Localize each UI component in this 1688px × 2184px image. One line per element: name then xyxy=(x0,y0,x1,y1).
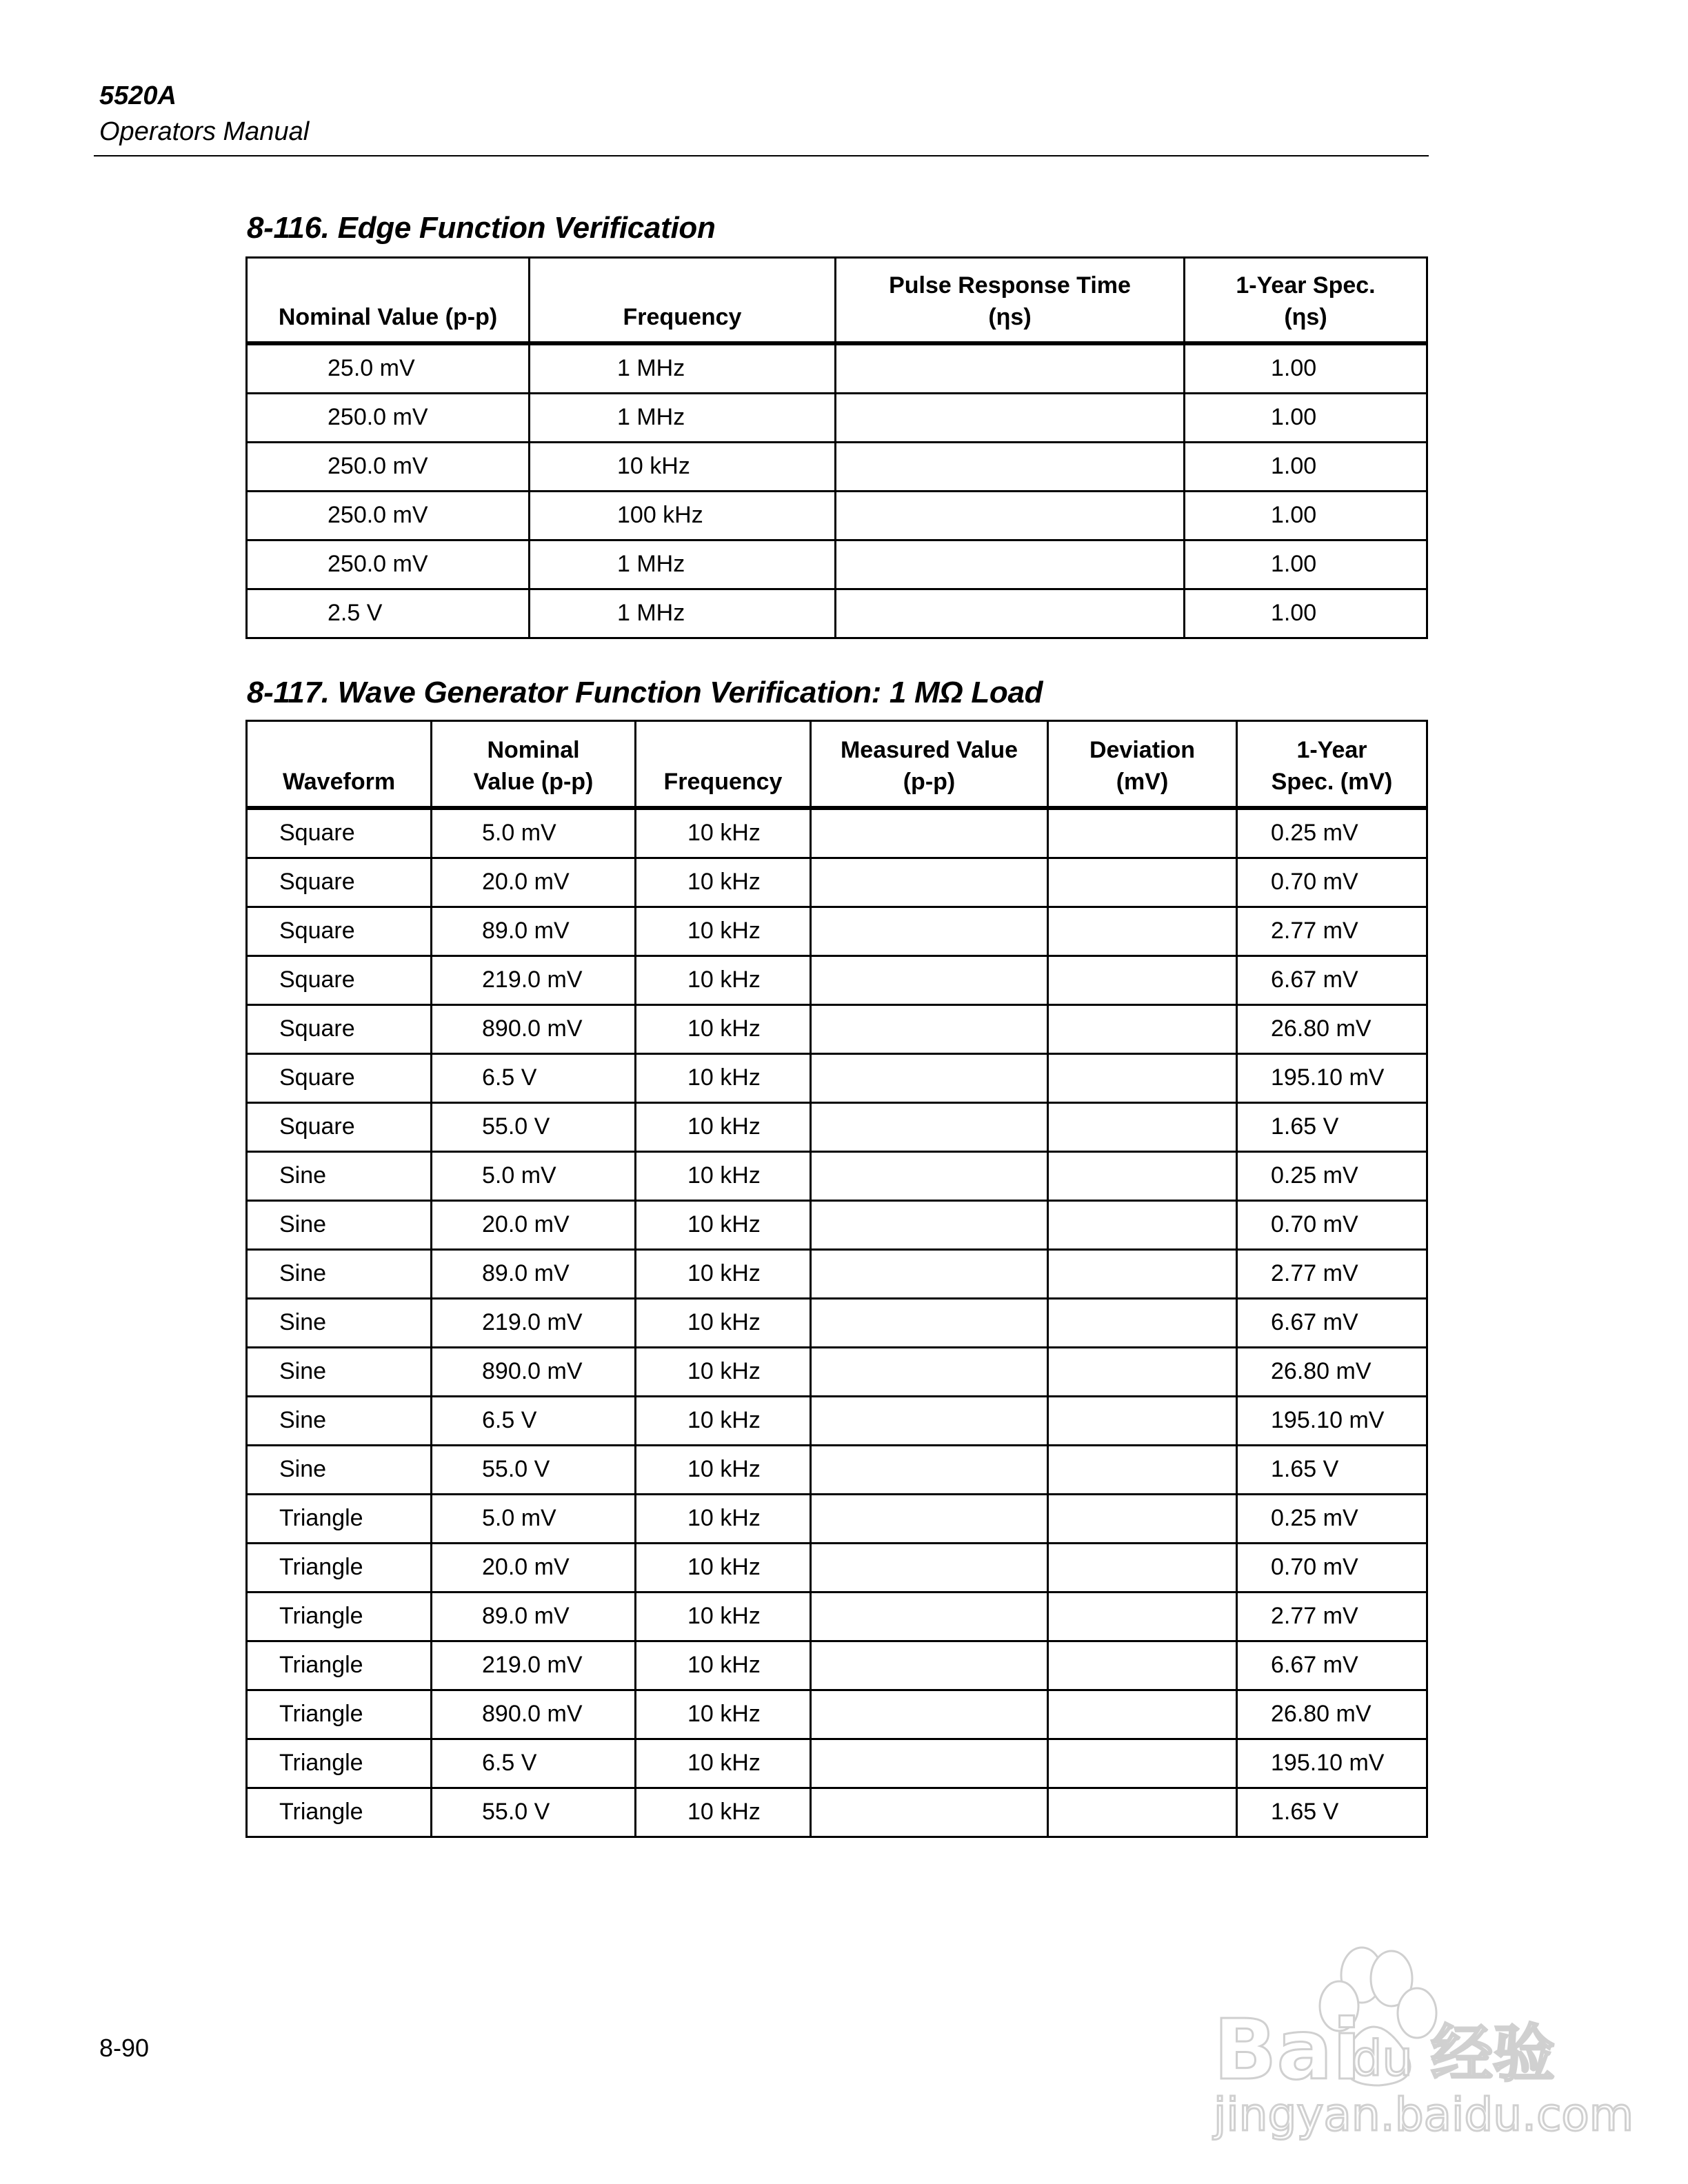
table-cell: 25.0 mV xyxy=(247,343,530,394)
table-cell xyxy=(811,1102,1048,1151)
column-header-line: Frequency xyxy=(663,768,783,795)
table-cell xyxy=(811,1347,1048,1396)
table-cell xyxy=(811,956,1048,1004)
table-cell xyxy=(811,858,1048,907)
table-cell: Triangle xyxy=(247,1543,432,1592)
table-cell: 10 kHz xyxy=(636,1543,811,1592)
table-cell: 55.0 V xyxy=(432,1445,636,1494)
column-header xyxy=(530,258,836,343)
table-cell xyxy=(811,1249,1048,1298)
table-cell: 20.0 mV xyxy=(432,1543,636,1592)
column-header-line: 1-Year xyxy=(1296,736,1367,763)
table-cell: 6.67 mV xyxy=(1237,1298,1427,1347)
table-row xyxy=(247,1053,1427,1102)
table-cell: 2.77 mV xyxy=(1237,1592,1427,1641)
table-row xyxy=(247,343,1427,394)
table-cell: 1.00 xyxy=(1185,589,1427,638)
table-row xyxy=(247,1200,1427,1249)
page-number: 8-90 xyxy=(99,2034,150,2062)
column-header-line: (ηs) xyxy=(988,303,1032,330)
table-cell: 10 kHz xyxy=(636,1053,811,1102)
column-header-line: Nominal xyxy=(487,736,580,763)
table-cell: 6.67 mV xyxy=(1237,1641,1427,1690)
column-header-line: Nominal Value (p-p) xyxy=(278,303,498,330)
table-cell: Square xyxy=(247,858,432,907)
table-cell: 1.65 V xyxy=(1237,1788,1427,1837)
table-cell xyxy=(811,907,1048,956)
table-cell xyxy=(1048,1494,1237,1543)
table-cell: Square xyxy=(247,1102,432,1151)
table-cell: 6.67 mV xyxy=(1237,956,1427,1004)
table-row xyxy=(247,1396,1427,1445)
table-cell: 1.00 xyxy=(1185,491,1427,540)
table-cell: 10 kHz xyxy=(636,858,811,907)
table-row xyxy=(247,1641,1427,1690)
table-cell xyxy=(1048,1053,1237,1102)
table-cell xyxy=(1048,907,1237,956)
table-cell: Sine xyxy=(247,1396,432,1445)
table-cell: 6.5 V xyxy=(432,1053,636,1102)
column-header-line: Waveform xyxy=(282,768,396,795)
table-cell: Square xyxy=(247,956,432,1004)
table-cell: Sine xyxy=(247,1347,432,1396)
table-cell xyxy=(811,1396,1048,1445)
table-row xyxy=(247,1592,1427,1641)
table-cell: 1.00 xyxy=(1185,540,1427,589)
table-cell: Sine xyxy=(247,1298,432,1347)
table-row xyxy=(247,491,1427,540)
table-cell xyxy=(811,1739,1048,1788)
table-row xyxy=(247,1004,1427,1053)
table-cell: 89.0 mV xyxy=(432,907,636,956)
table-row xyxy=(247,540,1427,589)
table-cell: 89.0 mV xyxy=(432,1592,636,1641)
table-cell xyxy=(1048,1396,1237,1445)
column-header-line: (p-p) xyxy=(903,768,956,795)
table-cell xyxy=(1048,1788,1237,1837)
table-cell: 195.10 mV xyxy=(1237,1396,1427,1445)
table-cell: 890.0 mV xyxy=(432,1004,636,1053)
table-cell: 2.77 mV xyxy=(1237,907,1427,956)
table-cell: 10 kHz xyxy=(636,1592,811,1641)
table-row xyxy=(247,1249,1427,1298)
table-cell xyxy=(811,1788,1048,1837)
table-cell xyxy=(1048,1543,1237,1592)
table-cell xyxy=(811,1445,1048,1494)
column-header-line: Deviation xyxy=(1089,736,1196,763)
column-header xyxy=(636,721,811,808)
table-row xyxy=(247,393,1427,442)
column-header-line: (ηs) xyxy=(1284,303,1327,330)
table-cell: 10 kHz xyxy=(636,1200,811,1249)
table-row xyxy=(247,1298,1427,1347)
table-cell xyxy=(811,1151,1048,1200)
column-header xyxy=(432,721,636,808)
table-cell: 55.0 V xyxy=(432,1102,636,1151)
document-model: 5520A xyxy=(99,81,177,110)
table-cell: 0.25 mV xyxy=(1237,808,1427,858)
table-cell: 0.70 mV xyxy=(1237,1543,1427,1592)
table-cell: 20.0 mV xyxy=(432,858,636,907)
table-cell: 2.5 V xyxy=(247,589,530,638)
table1-title: 8-116. Edge Function Verification xyxy=(247,211,716,245)
svg-text:du: du xyxy=(1352,2030,1413,2087)
table-cell: 10 kHz xyxy=(636,1641,811,1690)
table-cell: 10 kHz xyxy=(636,1445,811,1494)
table-cell: Square xyxy=(247,1053,432,1102)
table-row xyxy=(247,858,1427,907)
table-cell xyxy=(811,1200,1048,1249)
table-cell: 1 MHz xyxy=(530,393,836,442)
table-cell: 10 kHz xyxy=(636,1249,811,1298)
table-cell: 10 kHz xyxy=(636,1298,811,1347)
table-cell xyxy=(1048,1102,1237,1151)
table-cell: 890.0 mV xyxy=(432,1347,636,1396)
table-cell: Triangle xyxy=(247,1788,432,1837)
table-cell xyxy=(836,393,1185,442)
column-header-line: Measured Value xyxy=(840,736,1018,763)
column-header-line: 1-Year Spec. xyxy=(1236,272,1376,299)
table-cell: Sine xyxy=(247,1249,432,1298)
table-cell: 55.0 V xyxy=(432,1788,636,1837)
table-cell: 10 kHz xyxy=(636,956,811,1004)
table-cell xyxy=(1048,1249,1237,1298)
table-cell xyxy=(1048,1445,1237,1494)
table-cell: 1.00 xyxy=(1185,393,1427,442)
table-cell: 10 kHz xyxy=(636,1396,811,1445)
svg-text:jingyan.baidu.com: jingyan.baidu.com xyxy=(1214,2088,1634,2141)
table-cell: 2.77 mV xyxy=(1237,1249,1427,1298)
column-header xyxy=(1048,721,1237,808)
table-row xyxy=(247,1739,1427,1788)
table-cell: 219.0 mV xyxy=(432,956,636,1004)
table-cell: 10 kHz xyxy=(636,1102,811,1151)
table-cell: 0.25 mV xyxy=(1237,1151,1427,1200)
column-header-line: Spec. (mV) xyxy=(1271,768,1393,795)
table-cell xyxy=(1048,1347,1237,1396)
table-cell xyxy=(1048,1592,1237,1641)
table-cell: 10 kHz xyxy=(530,442,836,491)
table-cell: Triangle xyxy=(247,1690,432,1739)
table-cell xyxy=(836,491,1185,540)
table-row xyxy=(247,1347,1427,1396)
table-cell xyxy=(811,1592,1048,1641)
table-cell xyxy=(811,1053,1048,1102)
table-cell xyxy=(836,442,1185,491)
column-header-line: Pulse Response Time xyxy=(889,272,1131,299)
table-cell xyxy=(811,1641,1048,1690)
table-cell: 26.80 mV xyxy=(1237,1347,1427,1396)
table-cell: 10 kHz xyxy=(636,1494,811,1543)
table-cell xyxy=(836,343,1185,394)
column-header-line: Value (p-p) xyxy=(473,768,594,795)
table-cell: 219.0 mV xyxy=(432,1298,636,1347)
table-cell: 1 MHz xyxy=(530,589,836,638)
table-cell: Triangle xyxy=(247,1592,432,1641)
table-row xyxy=(247,1690,1427,1739)
table-cell xyxy=(811,808,1048,858)
table-cell xyxy=(1048,1641,1237,1690)
table-cell: 6.5 V xyxy=(432,1396,636,1445)
svg-text:经验: 经验 xyxy=(1431,2018,1555,2090)
table-cell xyxy=(1048,1298,1237,1347)
table-cell: Square xyxy=(247,808,432,858)
table-cell: 1.00 xyxy=(1185,343,1427,394)
table-cell xyxy=(811,1690,1048,1739)
table-cell xyxy=(811,1004,1048,1053)
table-cell: 195.10 mV xyxy=(1237,1053,1427,1102)
column-header-line: Frequency xyxy=(623,303,742,330)
table-cell: 10 kHz xyxy=(636,907,811,956)
table-cell xyxy=(1048,1200,1237,1249)
table-cell: 10 kHz xyxy=(636,808,811,858)
table-cell: 6.5 V xyxy=(432,1739,636,1788)
table-cell xyxy=(811,1298,1048,1347)
table-cell xyxy=(1048,1739,1237,1788)
column-header xyxy=(836,258,1185,343)
column-header-line: (mV) xyxy=(1116,768,1169,795)
table-cell: Square xyxy=(247,907,432,956)
wave-generator-table xyxy=(245,720,1428,1838)
baidu-watermark-logo xyxy=(1186,1910,1634,2141)
table-cell: 0.70 mV xyxy=(1237,858,1427,907)
table-cell: 1.00 xyxy=(1185,442,1427,491)
table-cell xyxy=(1048,858,1237,907)
column-header xyxy=(247,721,432,808)
table-row xyxy=(247,1151,1427,1200)
table-cell: Triangle xyxy=(247,1494,432,1543)
table2-title: 8-117. Wave Generator Function Verification: 1 MΩ Load xyxy=(247,676,1043,709)
table-cell: 5.0 mV xyxy=(432,808,636,858)
table-cell: 10 kHz xyxy=(636,1739,811,1788)
table-cell: Sine xyxy=(247,1200,432,1249)
table-row xyxy=(247,1543,1427,1592)
table-cell: 20.0 mV xyxy=(432,1200,636,1249)
table-cell: 10 kHz xyxy=(636,1788,811,1837)
table-row xyxy=(247,808,1427,858)
document-subtitle: Operators Manual xyxy=(99,117,310,146)
table-cell xyxy=(1048,1690,1237,1739)
edge-function-table xyxy=(245,256,1428,639)
table-cell: 250.0 mV xyxy=(247,442,530,491)
svg-text:Bai: Bai xyxy=(1214,2003,1361,2099)
table-cell: 1.65 V xyxy=(1237,1445,1427,1494)
table-cell xyxy=(1048,1151,1237,1200)
table-cell xyxy=(1048,1004,1237,1053)
table-cell: 0.70 mV xyxy=(1237,1200,1427,1249)
table-cell: 1 MHz xyxy=(530,343,836,394)
table-cell xyxy=(811,1543,1048,1592)
table-cell xyxy=(836,589,1185,638)
table-row xyxy=(247,442,1427,491)
table-cell: 219.0 mV xyxy=(432,1641,636,1690)
table-cell: 890.0 mV xyxy=(432,1690,636,1739)
table-row xyxy=(247,1788,1427,1837)
column-header xyxy=(811,721,1048,808)
table-cell: 5.0 mV xyxy=(432,1151,636,1200)
table-cell xyxy=(1048,808,1237,858)
table-cell: Triangle xyxy=(247,1641,432,1690)
table-cell: 10 kHz xyxy=(636,1690,811,1739)
table-cell: 250.0 mV xyxy=(247,540,530,589)
table-cell: 195.10 mV xyxy=(1237,1739,1427,1788)
table-cell: 100 kHz xyxy=(530,491,836,540)
table-cell: 10 kHz xyxy=(636,1004,811,1053)
table-cell: 89.0 mV xyxy=(432,1249,636,1298)
table-cell: 26.80 mV xyxy=(1237,1004,1427,1053)
table-cell: Triangle xyxy=(247,1739,432,1788)
table-row xyxy=(247,1494,1427,1543)
table-cell xyxy=(836,540,1185,589)
table-row xyxy=(247,956,1427,1004)
table-cell: 10 kHz xyxy=(636,1151,811,1200)
table-cell: 250.0 mV xyxy=(247,393,530,442)
table-row xyxy=(247,1102,1427,1151)
column-header xyxy=(1185,258,1427,343)
table-row xyxy=(247,907,1427,956)
table-cell: 26.80 mV xyxy=(1237,1690,1427,1739)
table-cell: 250.0 mV xyxy=(247,491,530,540)
table-row xyxy=(247,589,1427,638)
table-cell: 0.25 mV xyxy=(1237,1494,1427,1543)
table-cell: Sine xyxy=(247,1151,432,1200)
table-cell: Square xyxy=(247,1004,432,1053)
header-rule xyxy=(94,155,1429,156)
table-row xyxy=(247,1445,1427,1494)
table-cell: Sine xyxy=(247,1445,432,1494)
table-cell xyxy=(811,1494,1048,1543)
table-cell xyxy=(1048,956,1237,1004)
column-header xyxy=(1237,721,1427,808)
column-header xyxy=(247,258,530,343)
table-cell: 1 MHz xyxy=(530,540,836,589)
table-cell: 10 kHz xyxy=(636,1347,811,1396)
table-cell: 1.65 V xyxy=(1237,1102,1427,1151)
table-cell: 5.0 mV xyxy=(432,1494,636,1543)
